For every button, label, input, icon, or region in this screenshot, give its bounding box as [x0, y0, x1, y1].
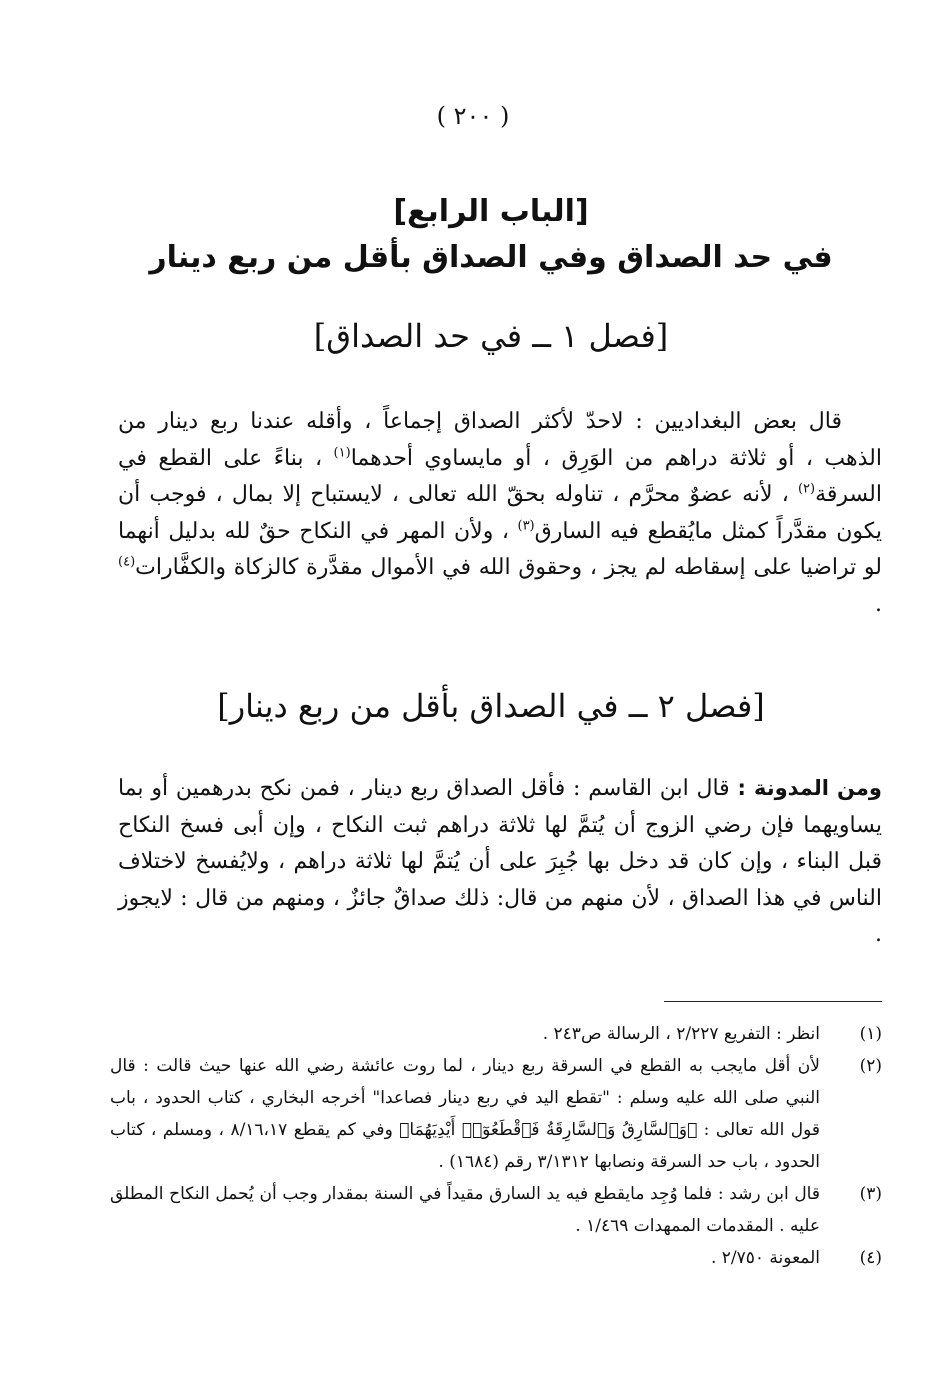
chapter-heading [100, 190, 882, 282]
footnote-ref-4: (٤) [118, 554, 136, 570]
footnote-divider [664, 1001, 882, 1002]
chapter-subtitle: في حد الصداق وفي الصداق بأقل من ربع دينار [149, 240, 833, 275]
footnote-ref-2: (٢) [797, 481, 816, 497]
footnote-text: قال ابن رشد : فلما وُجِد مايقطع فيه يد السارق مقيداً في السنة بمقدار وجب أن يُحمل النكاح المطلق عليه . المقدمات الممهدات ١/٤٦٩ . [110, 1184, 820, 1236]
footnote-text: انظر : التفريع ٢/٢٢٧ ، الرسالة ص٢٤٣ . [542, 1024, 820, 1044]
footnote-number: (٢) [859, 1056, 882, 1076]
footnote-text: المعونة ٢/٧٥٠ . [710, 1248, 820, 1268]
paragraph-text: قال ابن القاسم : فأقل الصداق ربع دينار ، فمن نكح بدرهمين أو بما يساويهما فإن رضي الزوج أن يُتمَّ لها ثلاثة دراهم ثبت النكاح ، وإن أبى فسخ النكاح قبل البناء ، وإن كان قد دخل بها جُبِرَ على أن يُتمَّ لها ثلاثة دراهم ، ولايُفسخ لاختلاف الناس في هذا الصداق ، لأن منهم من قال: ذلك صداقٌ جائزٌ ، ومنهم من قال : لايجوز . [118, 776, 882, 947]
footnote-item [110, 1242, 882, 1274]
footnote-number: (١) [859, 1024, 882, 1044]
footnote-item [110, 1178, 882, 1242]
footnote-item [110, 1018, 882, 1050]
section-1-paragraph [118, 404, 882, 623]
paragraph-text: . [875, 591, 882, 617]
paragraph-lead: ومن المدونة : [737, 776, 882, 800]
paragraph-text: ، ولأن المهر في النكاح حقٌ لله بدليل أنهما لو تراضيا على إسقاطه لم يجز ، وحقوق الله في الأموال مقدَّرة كالزكاة والكفَّارات [118, 518, 882, 580]
footnote-ref-3: (٣) [517, 518, 535, 534]
section-1-heading: [فصل ١ ــ في حد الصداق] [313, 317, 669, 355]
page-number: ( ٢٠٠ ) [436, 102, 510, 130]
section-2-heading: [فصل ٢ ــ في الصداق بأقل من ربع دينار] [217, 687, 765, 725]
footnote-ref-1: (١) [333, 445, 351, 461]
footnote-text: لأن أقل مايجب به القطع في السرقة ربع دينار ، لما روت عائشة رضي الله عنها حيث قالت : قال النبي صلى الله عليه وسلم : "تقطع اليد في ربع دينار فصاعدا" أخرجه البخاري ، كتاب الحدود ، باب قول الله تعالى : ﴿وَٱلسَّارِقُ وَٱلسَّارِقَةُ فَٱقْطَعُوٓا۟ أَيْدِيَهُمَا﴾ وفي كم يقطع ٨/١٦،١٧ ، ومسلم ، كتاب الحدود ، باب حد السرقة ونصابها ٣/١٣١٢ رقم (١٦٨٤) . [110, 1056, 820, 1172]
footnote-number: (٤) [859, 1248, 882, 1268]
footnote-item [110, 1050, 882, 1178]
paragraph-text: ، لأنه عضوٌ محرَّم ، تناوله بحقّ الله تعالى ، لايستباح إلا بمال ، فوجب أن يكون مقدَّراً كمثل مايُقطع فيه السارق [118, 482, 882, 544]
chapter-title: [الباب الرابع] [393, 194, 589, 229]
paragraph-text: قال بعض البغداديين : لاحدّ لأكثر الصداق إجماعاً ، وأقله عندنا ربع دينار من الذهب ، أو ثلاثة دراهم من الوَرِق ، أو مايساوي أحدهما [118, 409, 882, 471]
section-2-paragraph [118, 770, 882, 954]
paragraph-text: ، بناءً على القطع في السرقة [118, 445, 882, 507]
footnote-number: (٣) [859, 1184, 882, 1204]
footnotes [110, 1018, 882, 1274]
